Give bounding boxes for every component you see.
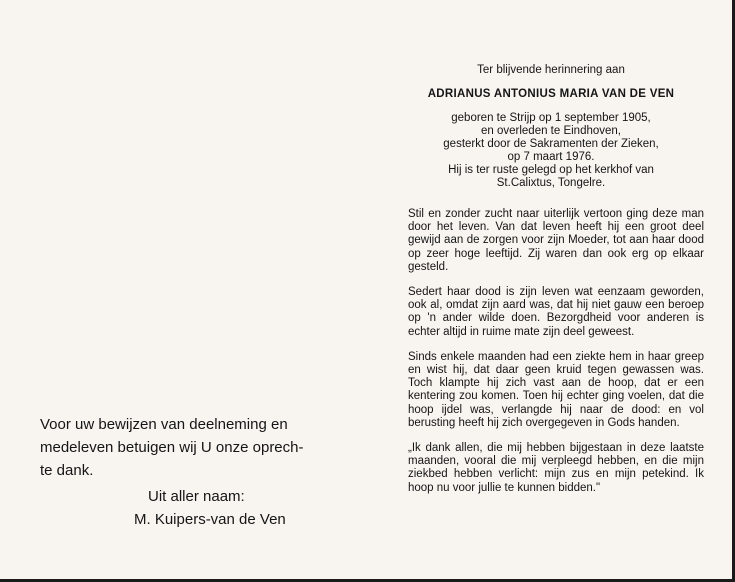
obituary-paragraph: Sinds enkele maanden had een ziekte hem in haar greep en wist hij, dat daar geen kruid tegen gewassen was. Toch klampte hij zich vast aan de hoop, dat er een kentering zou komen. Toen hij echter ging voelen, dat die hoop ijdel was, verlangde hij naar de dood: en vol berusting heeft hij zich overgegeven in Gods handen. xyxy=(408,350,704,429)
thanks-line: Voor uw bewijzen van deelneming en xyxy=(40,416,288,433)
bio-details xyxy=(398,112,704,190)
thanks-text xyxy=(40,413,340,482)
bio-line: geboren te Strijp op 1 september 1905, xyxy=(451,112,651,124)
obituary-panel xyxy=(398,60,704,507)
signature-block xyxy=(134,485,286,531)
thanks-panel xyxy=(40,413,340,482)
obituary-text xyxy=(398,208,704,495)
bio-line: Hij is ter ruste gelegd op het kerkhof van xyxy=(448,164,654,176)
memory-heading: Ter blijvende herinnering aan xyxy=(477,64,625,76)
deceased-name: ADRIANUS ANTONIUS MARIA VAN DE VEN xyxy=(427,88,675,100)
bio-line: St.Calixtus, Tongelre. xyxy=(496,177,606,189)
bio-line: op 7 maart 1976. xyxy=(507,151,595,163)
bio-line: gesterkt door de Sakramenten der Zieken, xyxy=(443,138,659,150)
thanks-line: te dank. xyxy=(40,462,94,479)
obituary-paragraph: Stil en zonder zucht naar uiterlijk vertoon ging deze man door het leven. Van dat leven heeft hij een groot deel gewijd aan de zorgen voor zijn Moeder, tot aan haar dood op zeer hoge leeftijd. Zij waren dan ook erg op elkaar gesteld. xyxy=(408,208,704,273)
signature-intro: Uit aller naam: xyxy=(148,488,245,505)
thanks-line: medeleven betuigen wij U onze oprech- xyxy=(40,439,304,456)
signature-name: M. Kuipers-van de Ven xyxy=(134,511,286,528)
obituary-paragraph: Sedert haar dood is zijn leven wat eenzaam geworden, ook al, omdat zijn aard was, dat hij niet gauw een beroep op 'n ander wilde doen. Bezorgdheid voor anderen is echter altijd in ruime mate zijn deel geweest. xyxy=(408,286,704,338)
obituary-quote: „Ik dank allen, die mij hebben bijgestaan in deze laatste maanden, vooral die mij verpleegd hebben, en die mijn ziekbed hebben verlicht: mijn zus en mijn petekind. Ik hoop nu voor jullie te kunnen bidden." xyxy=(408,442,704,494)
bio-line: en overleden te Eindhoven, xyxy=(480,125,622,137)
